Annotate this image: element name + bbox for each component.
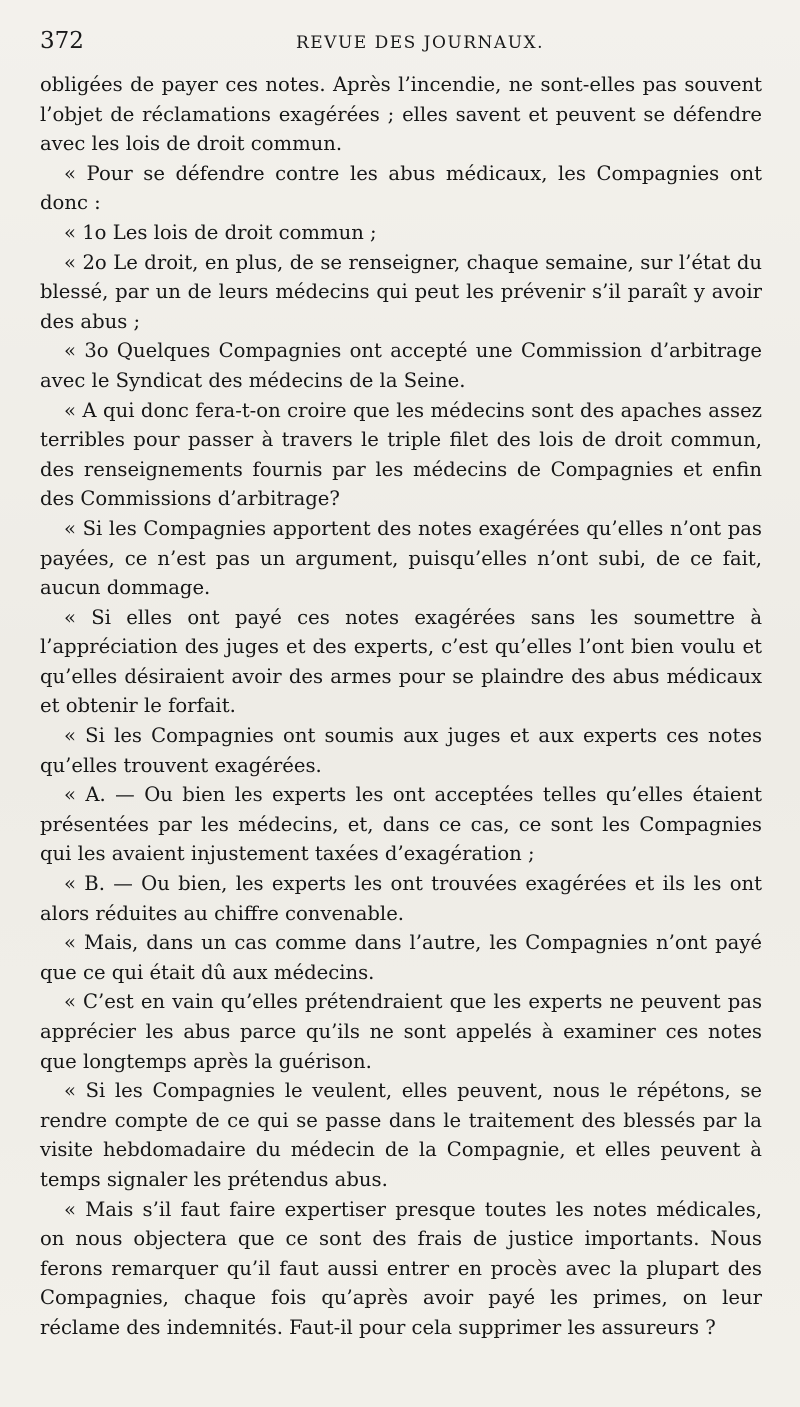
paragraph: « A qui donc fera-t-on croire que les médecins sont des apaches assez terribles pour passer à travers le triple filet des lois de droit commun, des renseignements fournis par les médecins de Compagnies et enfin des Commissions d’arbitrage? [40,398,762,511]
page-header [40,28,760,62]
paragraph: « Si les Compagnies ont soumis aux juges et aux experts ces notes qu’elles trouvent exagérées. [40,724,762,777]
paragraph: « 3o Quelques Compagnies ont accepté une Commission d’arbitrage avec le Syndicat des médecins de la Seine. [40,339,762,392]
paragraph: « Pour se défendre contre les abus médicaux, les Compagnies ont donc : [40,161,762,215]
paragraph: « Si les Compagnies apportent des notes exagérées qu’elles n’ont pas payées, ce n’est pas un argument, puisqu’elles n’ont subi, de ce fait, aucun dommage. [40,516,762,600]
paragraph: « 1o Les lois de droit commun ; [64,220,377,244]
paragraph: « Mais, dans un cas comme dans l’autre, les Compagnies n’ont payé que ce qui était dû aux médecins. [40,931,762,984]
paragraph: « 2o Le droit, en plus, de se renseigner, chaque semaine, sur l’état du blessé, par un de leurs médecins qui peut les prévenir s’il paraît y avoir des abus ; [40,250,762,333]
paragraph: obligées de payer ces notes. Après l’incendie, ne sont-elles pas souvent l’objet de réclamations exagérées ; elles savent et peuvent se défendre avec les lois de droit commun. [40,73,762,156]
page-number: 372 [40,28,84,54]
paragraph: « Mais s’il faut faire expertiser presque toutes les notes médicales, on nous objectera que ce sont des frais de justice importants. Nous ferons remarquer qu’il faut aussi entrer en procès avec la plupart des Compagnies, chaque fois qu’après avoir payé les primes, on leur réclame des indemnités. Faut-il pour cela supprimer les assureurs ? [40,1197,762,1339]
running-title: REVUE DES JOURNAUX. [295,33,545,53]
paragraph: « Si elles ont payé ces notes exagérées sans les soumettre à l’appréciation des juges et des experts, c’est qu’elles l’ont bien voulu et qu’elles désiraient avoir des armes pour se plaindre des abus médicaux et obtenir le forfait. [40,605,762,718]
body-text [40,70,762,1343]
paragraph: « B. — Ou bien, les experts les ont trouvées exagérées et ils les ont alors réduites au chiffre convenable. [40,872,762,925]
paragraph: « C’est en vain qu’elles prétendraient que les experts ne peuvent pas apprécier les abus parce qu’ils ne sont appelés à examiner ces notes que longtemps après la guérison. [40,990,762,1073]
paragraph: « Si les Compagnies le veulent, elles peuvent, nous le répétons, se rendre compte de ce qui se passe dans le traitement des blessés par la visite hebdomadaire du médecin de la Compagnie, et elles peuvent à temps signaler les prétendus abus. [40,1079,762,1191]
paragraph: « A. — Ou bien les experts les ont acceptées telles qu’elles étaient présentées par les médecins, et, dans ce cas, ce sont les Compagnies qui les avaient injustement taxées d’exagération ; [40,783,762,866]
